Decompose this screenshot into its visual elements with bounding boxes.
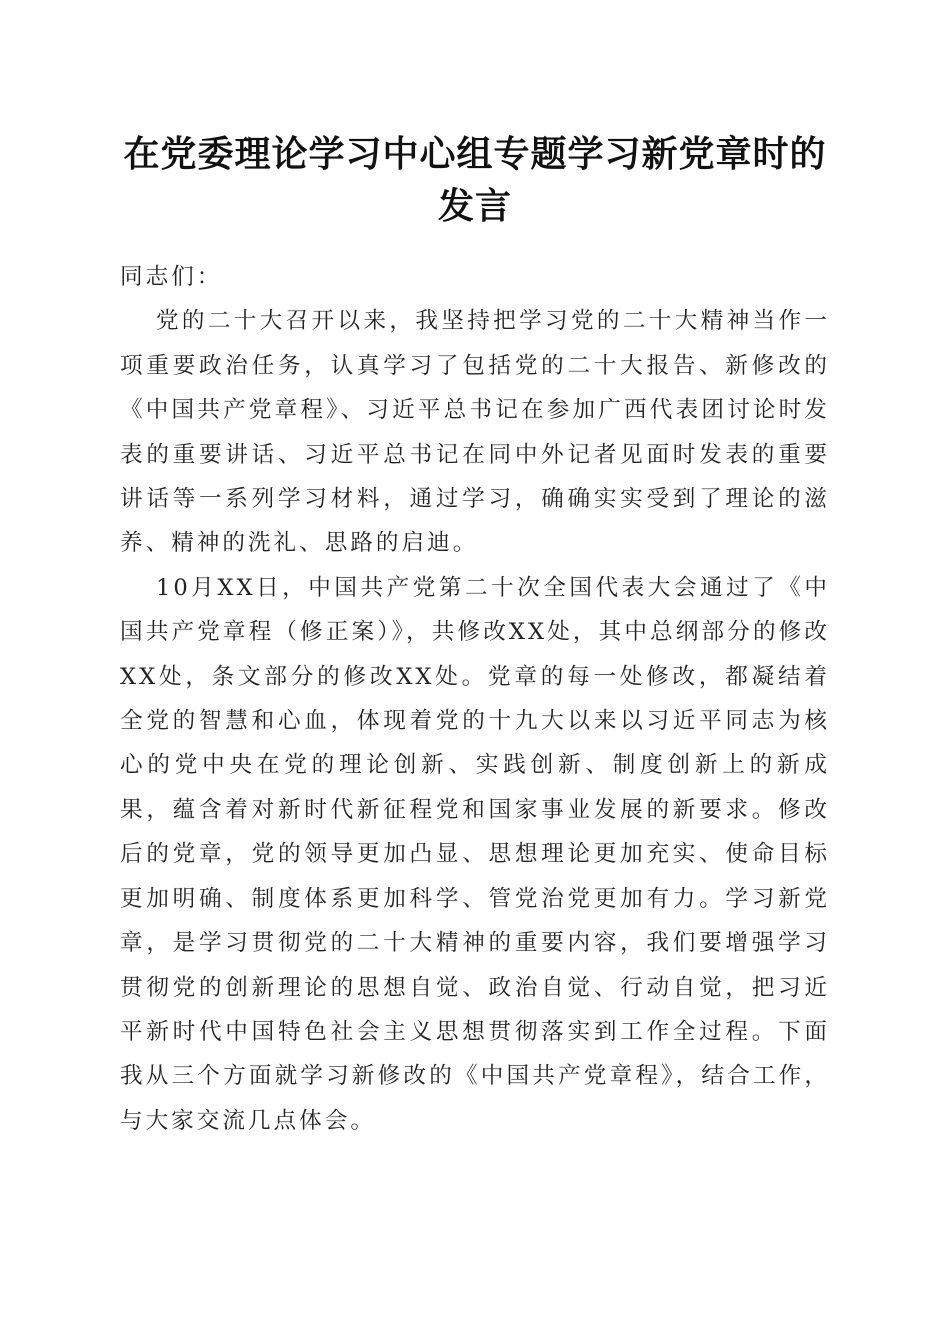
paragraph-2: 10月XX日，中国共产党第二十次全国代表大会通过了《中国共产党章程（修正案）》，共修改XX处，其中总纲部分的修改XX处，条文部分的修改XX处。党章的每一处修改，都凝结着全党的智慧和心血，体现着党的十九大以来以习近平同志为核心的党中央在党的理论创新、实践创新、制度创新上的新成果，蕴含着对新时代新征程党和国家事业发展的新要求。修改后的党章，党的领导更加凸显、思想理论更加充实、使命目标更加明确、制度体系更加科学、管党治党更加有力。学习新党章，是学习贯彻党的二十大精神的重要内容，我们要增强学习贯彻党的创新理论的思想自觉、政治自觉、行动自觉，把习近平新时代中国特色社会主义思想贯彻落实到工作全过程。下面我从三个方面就学习新修改的《中国共产党章程》，结合工作，与大家交流几点体会。 [120, 574, 830, 1134]
paragraph-1: 党的二十大召开以来，我坚持把学习党的二十大精神当作一项重要政治任务，认真学习了包括党的二十大报告、新修改的《中国共产党章程》、习近平总书记在参加广西代表团讨论时发表的重要讲话、习近平总书记在同中外记者见面时发表的重要讲话等一系列学习材料，通过学习，确确实实受到了理论的滋养、精神的洗礼、思路的启迪。 [120, 308, 830, 557]
document-title: 在党委理论学习中心组专题学习新党章时的发言 [123, 133, 827, 227]
salutation: 同志们： [120, 264, 223, 290]
document-body [120, 255, 830, 1143]
